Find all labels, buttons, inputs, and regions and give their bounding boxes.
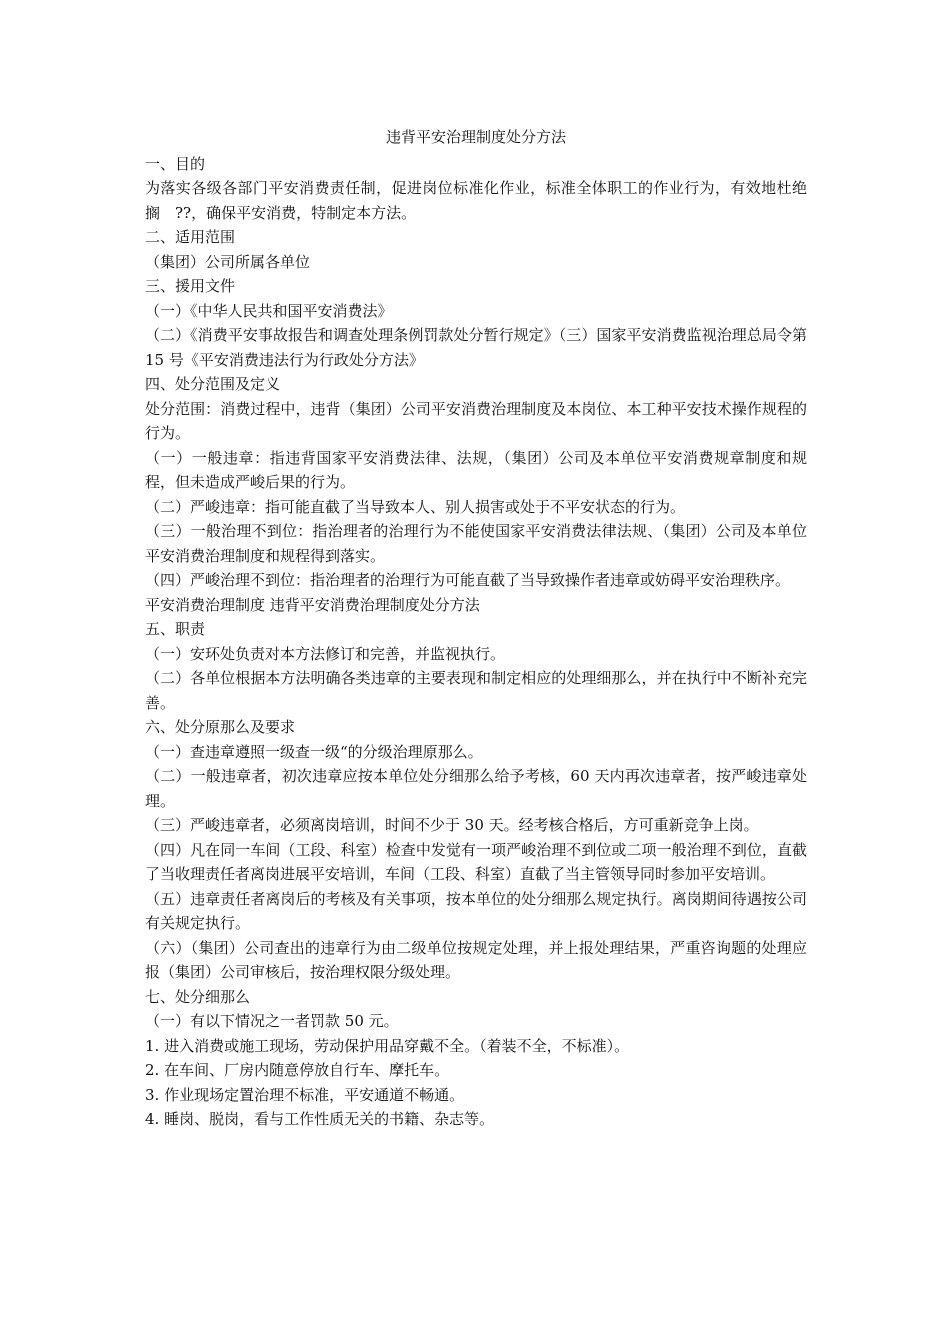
paragraph: （四）凡在同一车间（工段、科室）检查中发觉有一项严峻治理不到位或二项一般治理不到位，直截了当收理责任者离岗进展平安培训，车间（工段、科室）直截了当主管领导同时参加平安培训。: [145, 840, 807, 883]
paragraph: 平安消费治理制度 违背平安消费治理制度处分方法: [145, 595, 480, 614]
paragraph: （三）一般治理不到位：指治理者的治理行为不能使国家平安消费法律法规、（集团）公司及本单位平安消费治理制度和规程得到落实。: [145, 522, 807, 565]
paragraph: 为落实各级各部门平安消费责任制，促进岗位标准化作业，标准全体职工的作业行为，有效地杜绝搁 ??，确保平安消费，特制定本方法。: [145, 179, 807, 222]
paragraph: 七、处分细那么: [145, 987, 251, 1006]
paragraph: （一）有以下情况之一者罚款 50 元。: [145, 1012, 399, 1030]
paragraph: （一）安环处负责对本方法修订和完善，并监视执行。: [145, 644, 506, 663]
paragraph: 2. 在车间、厂房内随意停放自行车、摩托车。: [145, 1061, 450, 1079]
paragraph: （一）《中华人民共和国平安消费法》: [145, 301, 393, 320]
paragraph: （二）《消费平安事故报告和调查处理条例罚款处分暂行规定》（三）国家平安消费监视治理总局令第 15 号《平安消费违法行为行政处分方法》: [145, 326, 807, 369]
paragraph: 三、援用文件: [145, 277, 236, 295]
paragraph: 五、职责: [145, 620, 206, 638]
paragraph: （四）严峻治理不到位：指治理者的治理行为可能直截了当导致操作者违章或妨碍平安治理秩序。: [145, 571, 791, 589]
paragraph: （一）查违章遵照一级查一级“的分级治理原那么。: [145, 742, 483, 761]
paragraph: （六）（集团）公司查出的违章行为由二级单位按规定处理，并上报处理结果，严重咨询题的处理应报（集团）公司审核后，按治理权限分级处理。: [145, 938, 807, 981]
paragraph: （一）一般违章：指违背国家平安消费法律、法规，（集团）公司及本单位平安消费规章制度和规程，但未造成严峻后果的行为。: [145, 448, 807, 491]
paragraph: 二、适用范围: [145, 228, 236, 246]
document-body: [145, 152, 807, 1132]
paragraph: （二）严峻违章：指可能直截了当导致本人、别人损害或处于不平安状态的行为。: [145, 497, 686, 516]
document-title: 违背平安治理制度处分方法: [385, 128, 566, 146]
paragraph: （二）一般违章者，初次违章应按本单位处分细那么给予考核，60 天内再次违章者，按严峻违章处理。: [145, 767, 807, 810]
paragraph: 一、目的: [145, 154, 206, 173]
paragraph: 4. 睡岗、脱岗，看与工作性质无关的书籍、杂志等。: [145, 1110, 495, 1128]
paragraph: （三）严峻违章者，必须离岗培训，时间不少于 30 天。经考核合格后，方可重新竞争上岗。: [145, 816, 759, 834]
paragraph: 四、处分范围及定义: [145, 375, 281, 393]
paragraph: （集团）公司所属各单位: [145, 252, 311, 271]
paragraph: （五）违章责任者离岗后的考核及有关事项，按本单位的处分细那么规定执行。离岗期间待遇按公司有关规定执行。: [145, 889, 807, 932]
document-page: [145, 125, 807, 1132]
paragraph: 六、处分原那么及要求: [145, 718, 296, 736]
paragraph: 处分范围：消费过程中，违背（集团）公司平安消费治理制度及本岗位、本工种平安技术操作规程的行为。: [145, 399, 807, 442]
paragraph: （二）各单位根据本方法明确各类违章的主要表现和制定相应的处理细那么，并在执行中不断补充完善。: [145, 669, 807, 712]
paragraph: 3. 作业现场定置治理不标准，平安通道不畅通。: [145, 1085, 465, 1104]
paragraph: 1. 进入消费或施工现场，劳动保护用品穿戴不全。（着装不全，不标准）。: [145, 1036, 630, 1055]
